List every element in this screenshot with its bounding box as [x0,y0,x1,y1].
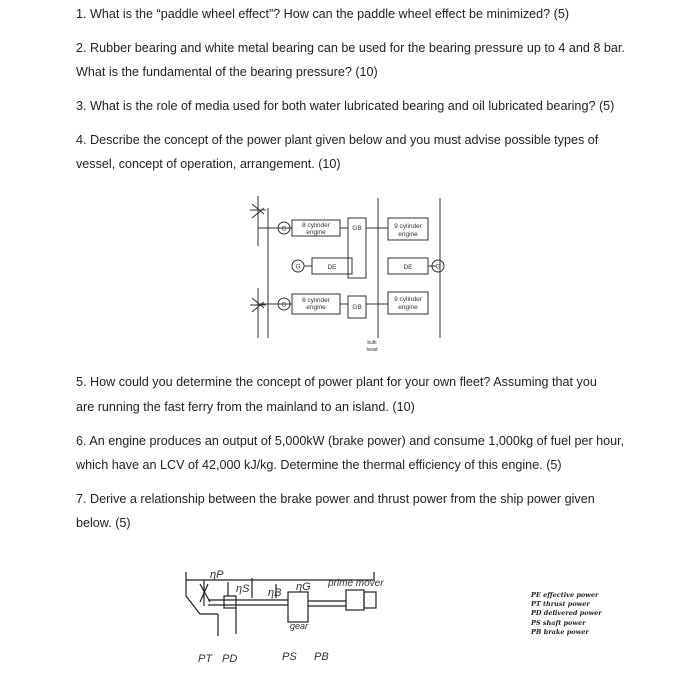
engine-top-right-line2: engine [398,231,418,238]
question-2-line-1: 2. Rubber bearing and white metal bearing can be used for the bearing pressure up to 4 and 8 bar. [76,41,625,55]
de-left-label: DE [327,264,337,271]
legend-shaft-power: PS shaft power [531,618,586,627]
question-6-line-1: 6. An engine produces an output of 5,000kW (brake power) and consume 1,000kg of fuel per hour, [76,434,625,448]
question-7-line-1: 7. Derive a relationship between the brake power and thrust power from the ship power given [76,492,595,506]
de-right-label: DE [403,264,413,271]
question-4-line-1: 4. Describe the concept of the power plant given below and you must advise possible types of [76,133,599,147]
question-5-line-2: are running the fast ferry from the mainland to an island. (10) [76,400,415,414]
engine-bottom-right-line2: engine [398,304,418,311]
power-plant-diagram [240,188,470,358]
question-6-line-2: which have an LCV of 42,000 kJ/kg. Determine the thermal efficiency of this engine. (5) [76,458,562,472]
engine-top-left-line2: engine [306,229,326,236]
pd-label: PD [222,653,238,665]
ps-label: PS [282,651,297,663]
generator-mid-left-label: G [295,263,301,271]
eta-g-label: ηG [296,581,311,593]
generator-top-label: G [281,225,287,233]
pb-label: PB [314,651,329,663]
eta-s-label: ηS [236,583,250,595]
question-7-line-2: below. (5) [76,516,131,530]
engine-top-right-line1: 9 cylinder [394,223,422,230]
engine-bottom-left-line1: 6 cylinder [302,297,330,304]
eta-p-label: ηP [210,569,224,581]
prime-mover-label: prime mover [328,578,384,589]
generator-mid-right-label: G [435,263,441,271]
engine-bottom-left-line2: engine [306,304,326,311]
legend-effective-power: PE effective power [531,591,599,599]
power-legend [531,591,602,637]
gearbox-bottom-label: GB [352,304,362,311]
propeller-icon [200,580,210,606]
bulkhead-label-line1: bulk [367,340,377,346]
gear-label: gear [290,621,309,631]
legend-thrust-power: PT thrust power [531,600,590,609]
eta-b-label: ηB [268,587,282,599]
question-5-line-1: 5. How could you determine the concept of power plant for your own fleet? Assuming that you [76,375,597,389]
pt-label: PT [198,653,213,665]
legend-delivered-power: PD delivered power [531,609,602,618]
engine-bottom-right-line1: 9 cylinder [394,296,422,303]
legend-brake-power: PB brake power [531,627,589,636]
question-4-line-2: vessel, concept of operation, arrangement. (10) [76,157,341,171]
bulkhead-label-line2: head [366,347,378,353]
propeller-bottom-icon [250,288,266,338]
gearbox-top-label: GB [352,225,362,232]
engine-top-left-line1: 8 cylinder [302,222,330,229]
generator-bottom-label: G [281,301,287,309]
question-2-line-2: What is the fundamental of the bearing pressure? (10) [76,65,378,79]
question-1: 1. What is the “paddle wheel effect”? How can the paddle wheel effect be minimized? (5) [76,7,570,21]
propeller-top-icon [250,196,266,246]
ship-power-diagram [178,556,530,676]
question-3: 3. What is the role of media used for both water lubricated bearing and oil lubricated bearing? (5) [76,99,615,113]
